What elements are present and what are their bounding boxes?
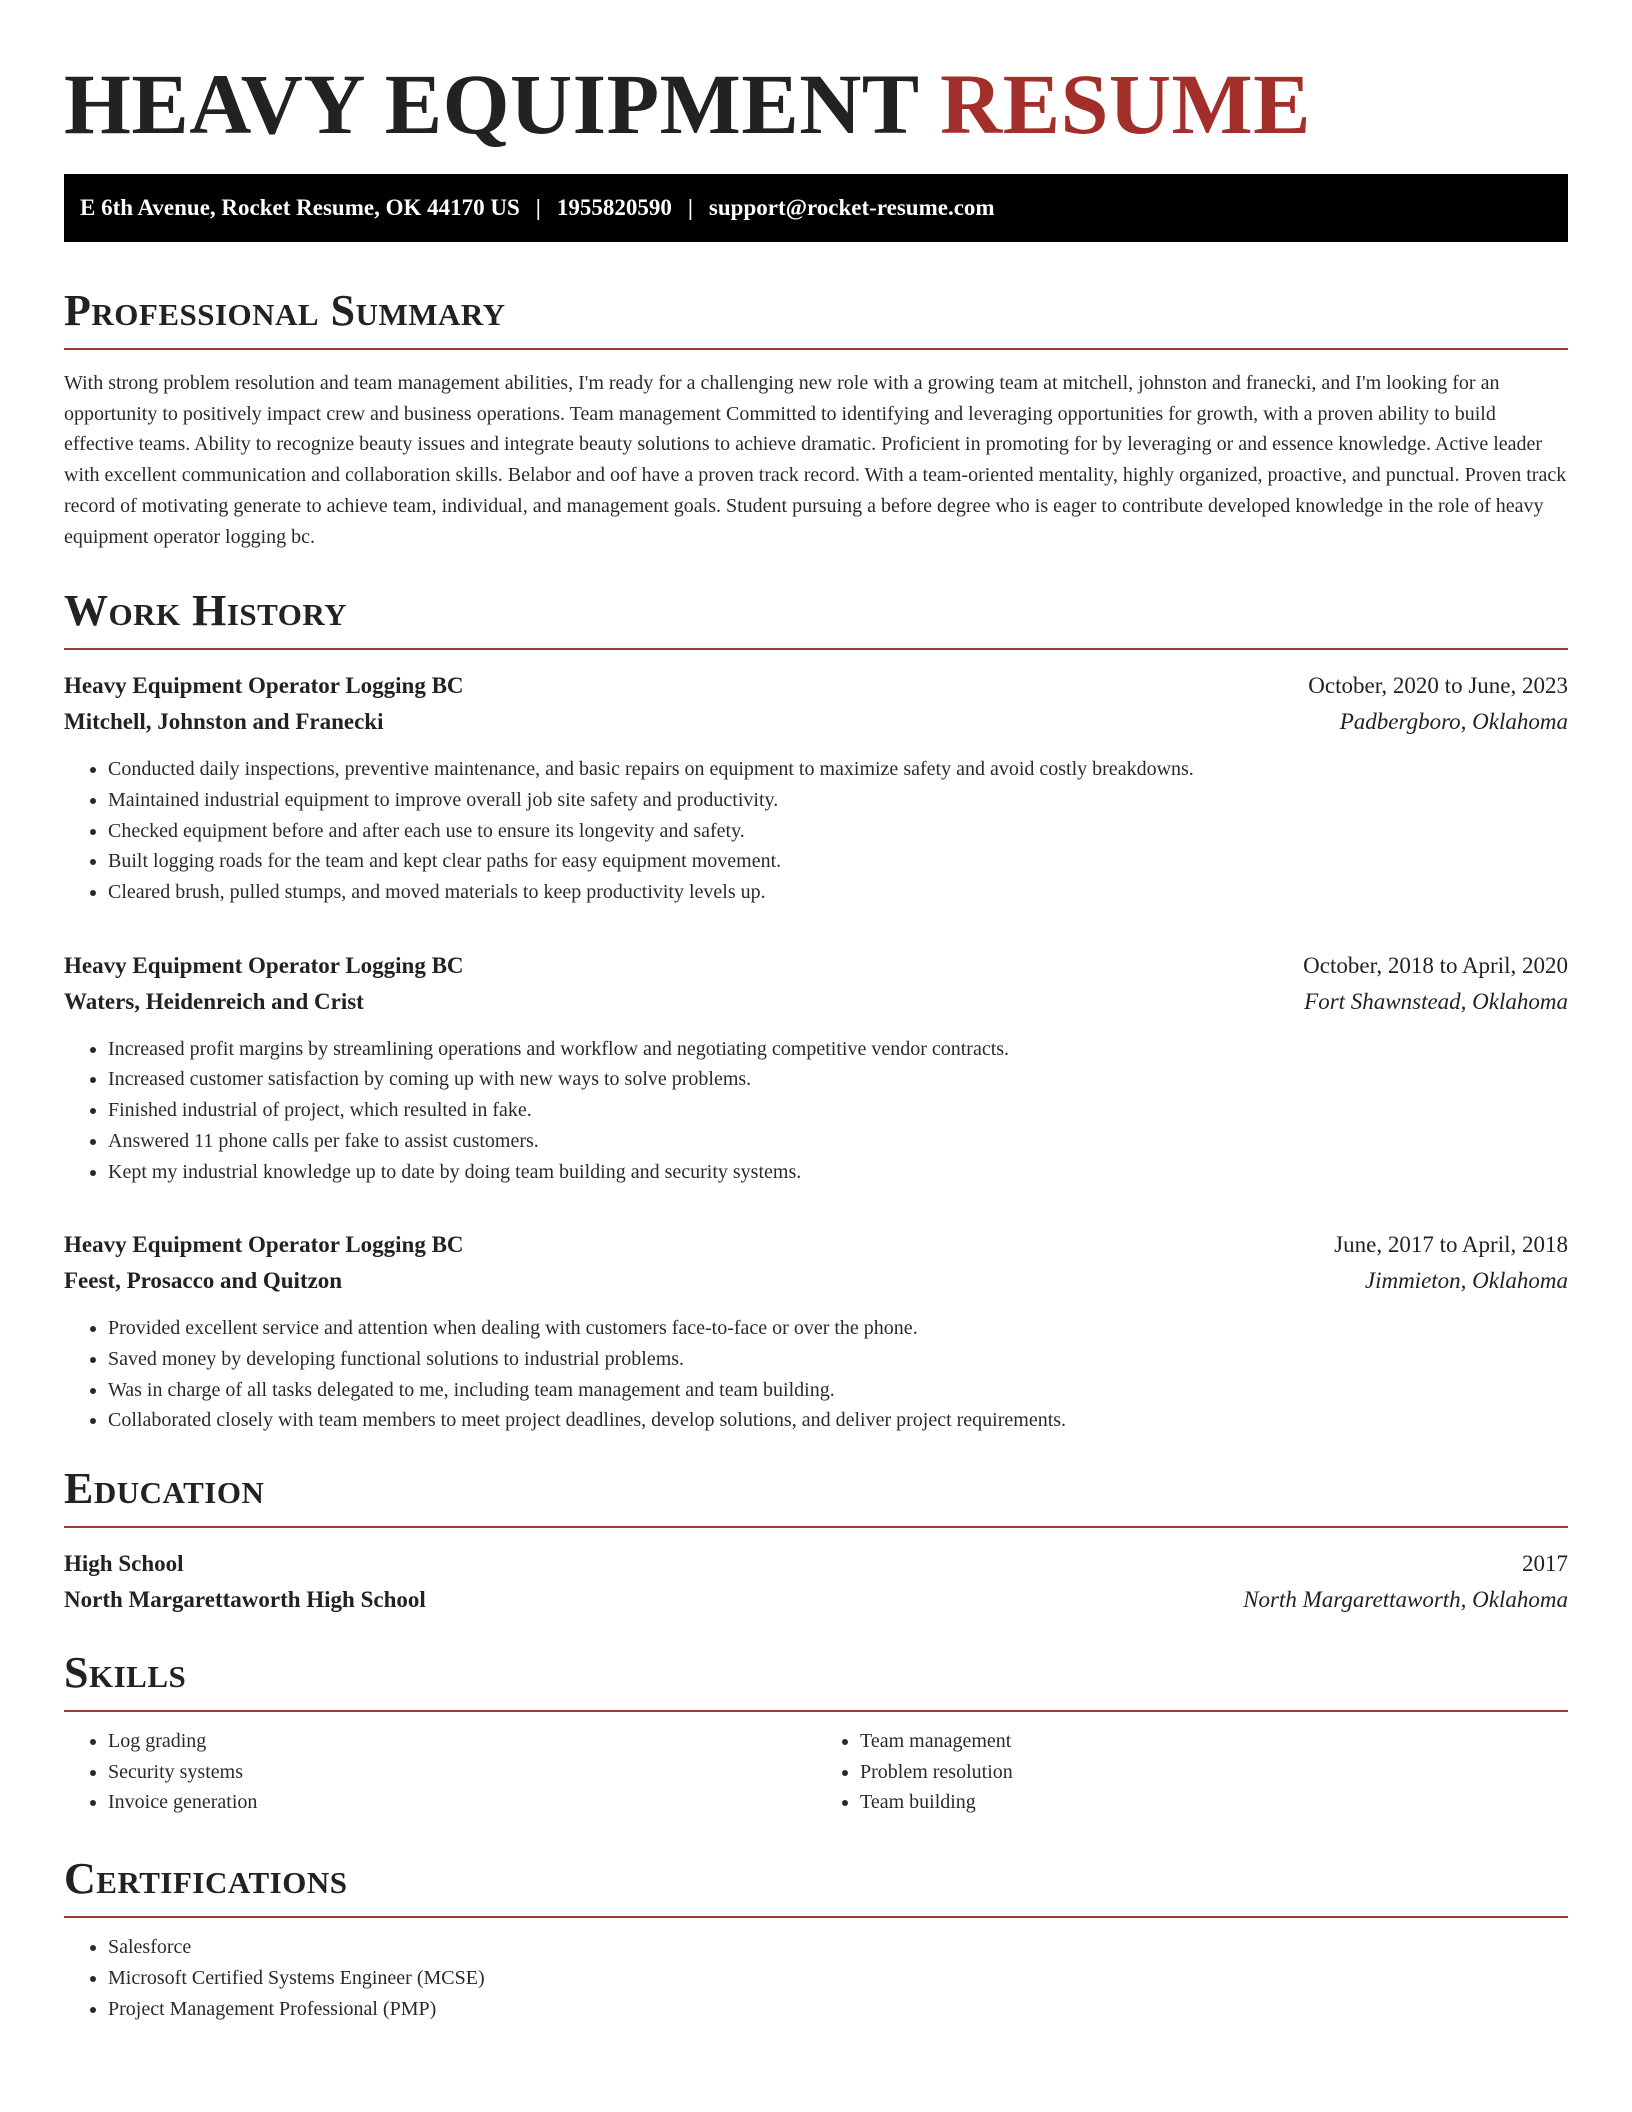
section-heading-education: Education [64, 1462, 1568, 1528]
job-header-row [64, 948, 1568, 984]
contact-email: support@rocket-resume.com [708, 195, 995, 220]
section-heading-summary: Professional Summary [64, 284, 1568, 350]
skills-column-right [816, 1726, 1568, 1818]
job-entry [64, 948, 1568, 1188]
certification-item: • Project Management Professional (PMP) [108, 1994, 1568, 2025]
certifications-list [64, 1932, 1568, 2024]
job-company-row [64, 704, 1568, 740]
job-entry [64, 668, 1568, 908]
job-title: Heavy Equipment Operator Logging BC [64, 1232, 464, 1258]
certifications-section [64, 1852, 1568, 2024]
job-header-row [64, 1227, 1568, 1263]
title-main: HEAVY EQUIPMENT [64, 56, 919, 152]
contact-separator: | [535, 195, 541, 220]
job-dates: October, 2020 to June, 2023 [1308, 673, 1568, 699]
contact-address: E 6th Avenue, Rocket Resume, OK 44170 US [80, 195, 520, 220]
contact-separator: | [687, 195, 693, 220]
summary-text: With strong problem resolution and team management abilities, I'm ready for a challenging new role with a growing team at mitchell, johnston and franecki, and I'm looking for an opportunity to positively impact crew and business operations. Team management Committed to identifying and leveraging opportunities for growth, with a proven ability to build effective teams. Ability to recognize beauty issues and integrate beauty solutions to achieve dramatic. Proficient in promoting for by leveraging or and essence knowledge. Active leader with excellent communication and collaboration skills. Belabor and oof have a proven track record. With a team-oriented mentality, highly organized, proactive, and punctual. Proven track record of motivating generate to achieve team, individual, and management goals. Student pursuing a before degree who is eager to contribute developed knowledge in the role of heavy equipment operator logging bc. [64, 372, 1567, 548]
job-bullet: • Finished industrial of project, which resulted in fake. [108, 1095, 1568, 1126]
education-school: North Margarettaworth High School [64, 1587, 426, 1613]
skill-item: • Invoice generation [108, 1787, 816, 1818]
job-bullet: • Answered 11 phone calls per fake to assist customers. [108, 1126, 1568, 1157]
job-bullet: • Saved money by developing functional solutions to industrial problems. [108, 1344, 1568, 1375]
job-company: Feest, Prosacco and Quitzon [64, 1268, 343, 1294]
education-degree: High School [64, 1551, 184, 1577]
professional-summary-section [64, 284, 1568, 552]
job-location: Fort Shawnstead, Oklahoma [1304, 988, 1568, 1014]
section-heading-certifications: Certifications [64, 1852, 1568, 1918]
skills-grid [64, 1726, 1568, 1818]
skills-list [816, 1726, 1568, 1818]
certification-item: • Microsoft Certified Systems Engineer (MCSE) [108, 1963, 1568, 1994]
job-bullet: • Built logging roads for the team and kept clear paths for easy equipment movement. [108, 846, 1568, 877]
title-accent: RESUME [940, 56, 1312, 152]
job-bullet-list [64, 1313, 1568, 1436]
job-bullet: • Provided excellent service and attention when dealing with customers face-to-face or over the phone. [108, 1313, 1568, 1344]
job-bullet: • Cleared brush, pulled stumps, and moved materials to keep productivity levels up. [108, 877, 1568, 908]
job-bullet: • Collaborated closely with team members to meet project deadlines, develop solutions, and deliver project requirements. [108, 1405, 1568, 1436]
job-bullet: • Increased customer satisfaction by coming up with new ways to solve problems. [108, 1064, 1568, 1095]
job-company-row [64, 1263, 1568, 1299]
skills-column-left [64, 1726, 816, 1818]
education-year: 2017 [1522, 1551, 1568, 1577]
job-dates: June, 2017 to April, 2018 [1334, 1232, 1568, 1258]
skills-list [64, 1726, 816, 1818]
education-section [64, 1462, 1568, 1618]
job-bullet: • Maintained industrial equipment to improve overall job site safety and productivity. [108, 785, 1568, 816]
skill-item: • Security systems [108, 1757, 816, 1788]
education-location: North Margarettaworth, Oklahoma [1243, 1587, 1568, 1613]
education-school-row [64, 1582, 1568, 1618]
contact-phone: 1955820590 [556, 195, 672, 220]
resume-title [64, 0, 1568, 156]
job-bullet-list [64, 1034, 1568, 1188]
job-title: Heavy Equipment Operator Logging BC [64, 673, 464, 699]
skill-item: • Team building [860, 1787, 1568, 1818]
job-bullet: • Increased profit margins by streamlining operations and workflow and negotiating competitive vendor contracts. [108, 1034, 1568, 1065]
job-location: Jimmieton, Oklahoma [1364, 1268, 1568, 1294]
education-header-row [64, 1546, 1568, 1582]
job-entry [64, 1227, 1568, 1436]
certification-item: • Salesforce [108, 1932, 1568, 1963]
job-bullet: • Conducted daily inspections, preventive maintenance, and basic repairs on equipment to maximize safety and avoid costly breakdowns. [108, 754, 1568, 785]
skill-item: • Problem resolution [860, 1757, 1568, 1788]
job-company: Mitchell, Johnston and Franecki [64, 709, 384, 735]
skills-section [64, 1646, 1568, 1818]
education-entry [64, 1546, 1568, 1618]
job-company-row [64, 984, 1568, 1020]
job-location: Padbergboro, Oklahoma [1339, 709, 1568, 735]
job-bullet: • Was in charge of all tasks delegated to me, including team management and team building. [108, 1375, 1568, 1406]
job-bullet-list [64, 754, 1568, 908]
section-heading-work: Work History [64, 584, 1568, 650]
work-history-section [64, 584, 1568, 1436]
job-header-row [64, 668, 1568, 704]
contact-bar [64, 174, 1568, 242]
skill-item: • Team management [860, 1726, 1568, 1757]
job-title: Heavy Equipment Operator Logging BC [64, 952, 464, 978]
job-bullet: • Checked equipment before and after each use to ensure its longevity and safety. [108, 816, 1568, 847]
section-heading-skills: Skills [64, 1646, 1568, 1712]
job-company: Waters, Heidenreich and Crist [64, 988, 364, 1014]
skill-item: • Log grading [108, 1726, 816, 1757]
job-dates: October, 2018 to April, 2020 [1303, 952, 1568, 978]
job-bullet: • Kept my industrial knowledge up to date by doing team building and security systems. [108, 1157, 1568, 1188]
